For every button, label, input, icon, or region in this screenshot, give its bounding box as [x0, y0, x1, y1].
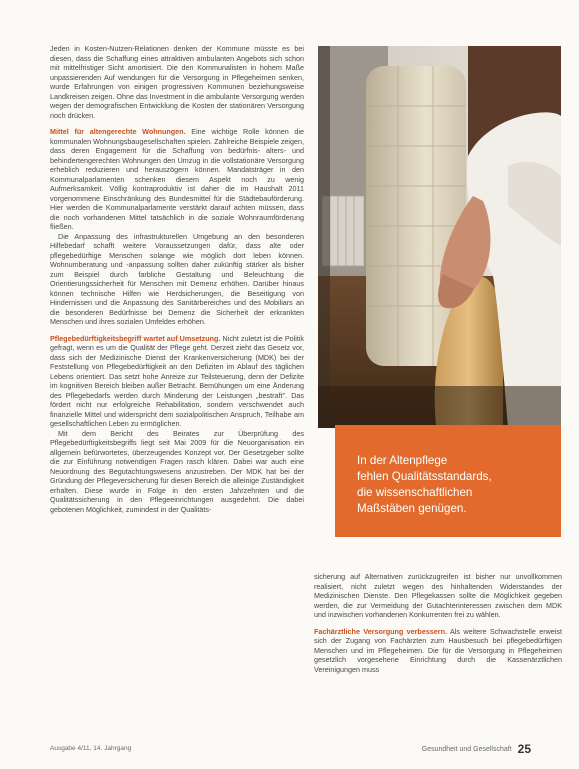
paragraph: Mit dem Bericht des Beirates zur Überprüfung des Pflegebedürftigkeitsbegriffs liegt seit Mai 2009 für die Neuorganisation ein allgemein befürwortetes, überzeugendes Konzept vor. Der Gesetzgeber sollte die zur Einführung notwendigen Fragen rasch klären. Dabei war auch eine Neuordnung des Begutachtungswesens anzustreben. Der MDK hat bei der Gründung der Pflegeversicherung für diesen Bereich die alleinige Zuständigkeit erhalten. Diese wurde in Folge in den ersten Jahrzehnten und die Qualitätssicherung in den Pflegeeinrichtungen ausgedehnt. Die dabei gebotenen Möglichkeit, zumindest in der Qualitäts-	[50, 428, 304, 514]
photo-elderly-person-in-chair	[318, 46, 561, 428]
paragraph	[314, 627, 562, 675]
section-heading: Mittel für altengerechte Wohnungen.	[50, 127, 186, 136]
pull-quote-line: fehlen Qualitätsstandards,	[357, 470, 492, 483]
paragraph-text: Eine wichtige Rolle können die kommunalen Wohnungsbaugesellschaften spielen. Zahlreiche Beispiele zeigen, dass deren Engagement für die Schaffung von bedürfnis- alters- und behindertengerechten Wohnungen den Umzug in die vollstationäre Versorgung erheblich reduzieren und herauszögern können. Mandatsträger in den Kommunalparlamenten schenken diesem Aspekt noch zu wenig Aufmerksamkeit. Völlig kontraproduktiv ist daher die im Haushalt 2011 vorgenommene Einschränkung des Bundesmittel für die Städtebauförderung. Hier werden die Kommunalparlamente verstärkt darauf achten müssen, dass die noch vorhandenen Mittel tatsächlich in die soziale Wohnraumförderung fließen.	[50, 127, 304, 231]
pull-quote-line: die wissenschaftlichen	[357, 486, 473, 499]
page-number: 25	[517, 742, 531, 756]
paragraph: Die Anpassung des infrastrukturellen Umgebung an den besonderen Hilfebedarf schafft weitere Voraussetzungen dafür, dass alte oder pflegebedürftige Menschen solange wie möglich dort leben können. Wohnumberatung und -anpassung sollten daher zukünftig stärker als bisher zum Beispiel durch farbliche Gestaltung und Beleuchtung die Orientierungssicherheit für Menschen mit Demenz erhöhen. Darüber hinaus können technische Hilfen wie Herdsicherungen, die Beseitigung von Hindernissen und die Anpassung des Sanitärbereiches und des Mobiliars an die besonderen Bedürfnisse bei Demenz die Sicherheit der erkrankten Menschen und ihres sozialen Umfeldes erhöhen.	[50, 231, 304, 326]
paragraph: Jeden in Kosten-Nutzen-Relationen denken der Kommune müsste es bei diesen, dass die Schaffung eines attraktiven ambulanten Angebots sich schon mit mittelfristiger Sicht amortisiert. Die den Kommunalisten in hohem Maße unpassierenden Auf wendungen für die Versorgung in Pflegeheimen senken, wurde Erfahrungen von einigen progressiven Kommunen beziehungsweise Landkreisen zeigen. Ohne das Investment in die ambulante Versorgung werden wegen der demografischen Entwicklung die Kosten der stationären Versorgung noch drücken.	[50, 44, 304, 120]
photo-illustration	[318, 46, 561, 428]
text-column-left	[50, 44, 304, 514]
paragraph: sicherung auf Alternativen zurückzugreifen ist bisher nur unvollkommen realisiert, nicht zuletzt wegen des hinhaltenden Widerstandes der Medizinischen Dienste. Den Pflegekassen sollte die Möglichkeit gegeben werden, die zur Vermeidung der Gutachterinteressen zwischen dem MDK und inzwischen vorhandenen Konkurrenten frei zu wählen.	[314, 572, 562, 619]
section-heading: Fachärztliche Versorgung verbessern.	[314, 626, 447, 636]
magazine-name: Gesundheit und Gesellschaft	[421, 745, 512, 753]
section-heading: Pflegebedürftigkeitsbegriff wartet auf Umsetzung.	[50, 333, 221, 343]
pull-quote-line: In der Altenpflege	[357, 454, 448, 467]
paragraph-text: Nicht zuletzt ist die Politik gefragt, wenn es um die Qualität der Pflege geht. Derzeit zieht das Gesetz vor, dass sich der Medizinische Dienst der Krankenversicherung (MDK) bei der Feststellung von Pflegebedürftigkeit an den Defiziten im Ablauf des täglichen Lebens orientiert. Das setzt hohe Anreize zur Teilsteuerung, denn der Defizite im kognitiven Bereich bleiben außer Betracht. Bemühungen um eine Änderung des Pflegebedarfs werden durch Minderung der Leistungen „bestraft". Das fördert nicht nur erfolgreiche Rehabilitation, sondern verschwendet auch finanzielle Mittel und widerspricht dem sozialpolitischen Anspruch, Teilhabe am gesellschaftlichen Leben zu ermöglichen.	[50, 333, 305, 428]
issue-info: Ausgabe 4/11, 14. Jahrgang	[50, 745, 132, 752]
text-column-right	[314, 572, 562, 674]
paragraph	[50, 334, 304, 429]
pull-quote-line: Maßstäben genügen.	[357, 502, 467, 515]
paragraph	[50, 127, 304, 232]
pull-quote-box	[335, 425, 561, 537]
paragraph-text: Als weitere Schwachstelle erweist sich der Zugang von Fachärzten zum Hausbesuch bei pflegebedürftigen Menschen und im Pflegeheimen. Die für die Versorgung in Pflegeheimen gesetzlich vorgesehene Einrichtung durch die Kassenärztlichen Vereinigungen muss	[314, 626, 562, 674]
page-footer	[422, 742, 531, 756]
